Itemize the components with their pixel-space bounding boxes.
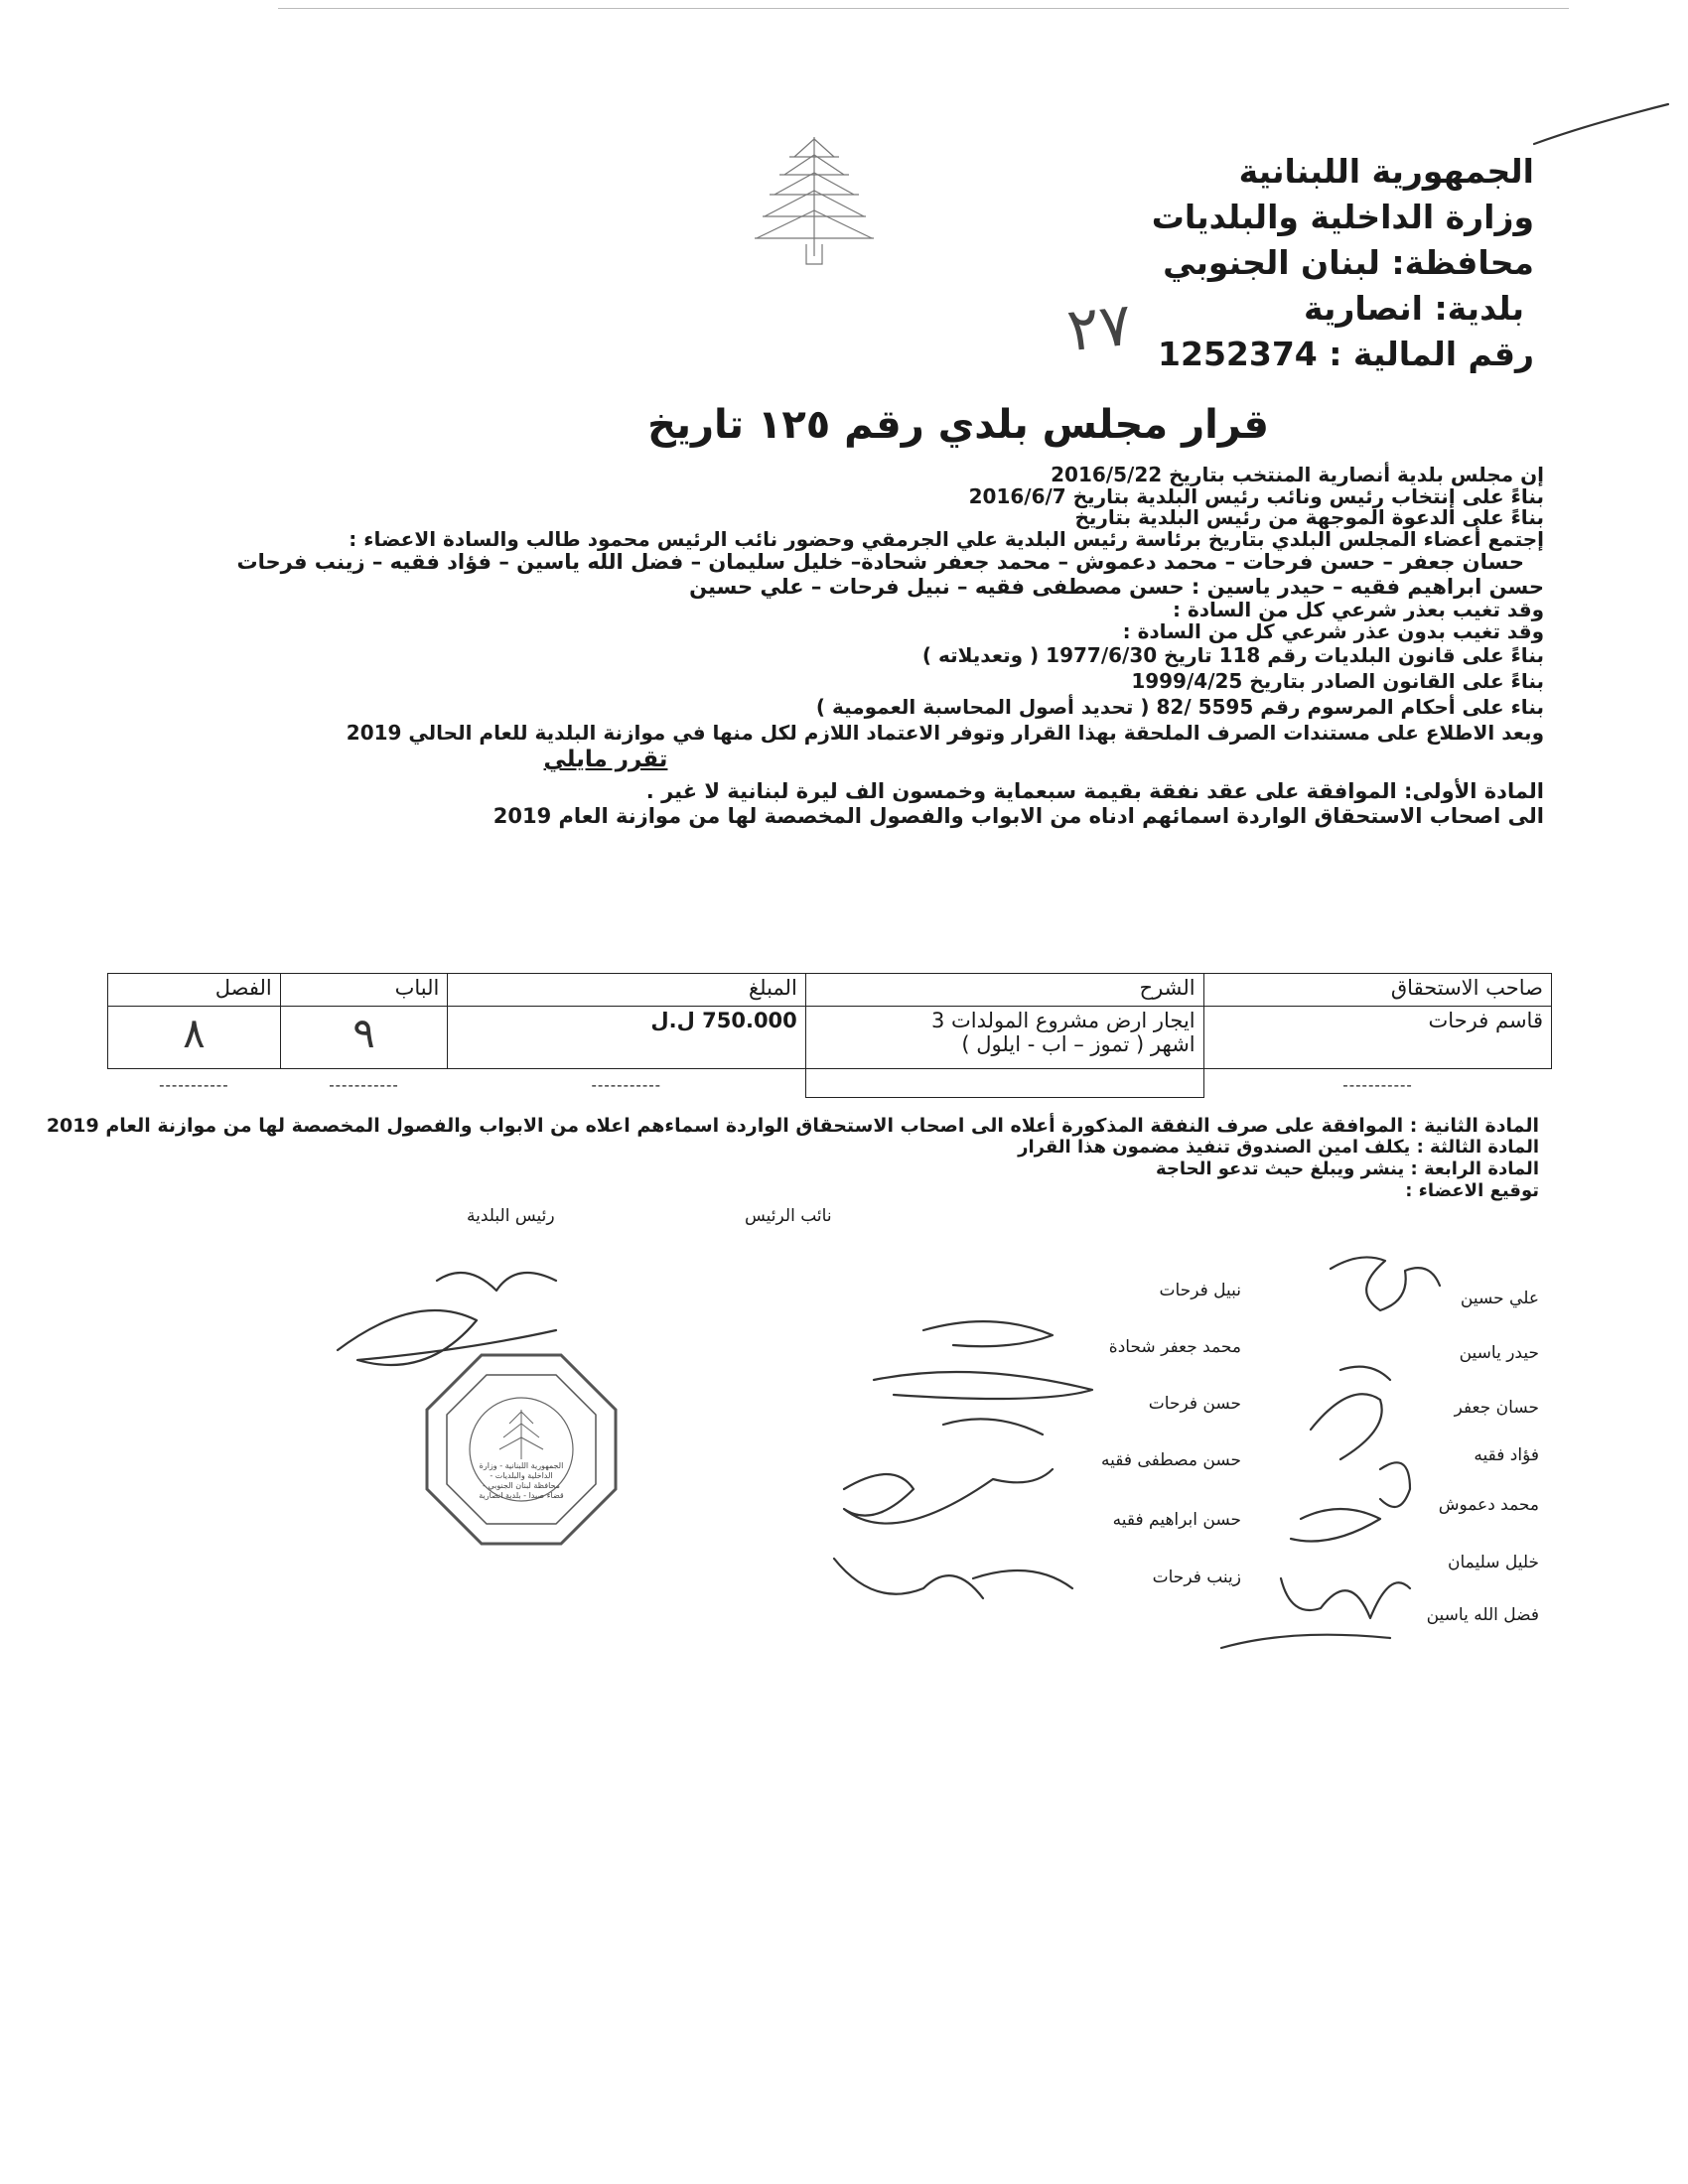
preamble-line: بناءً على قانون البلديات رقم 118 تاريخ 1977/6/30 ( وتعديلاته ): [921, 643, 1544, 667]
municipality-name: بلدية: انصارية: [1303, 289, 1524, 328]
decision-heading: تقرر مايلي: [543, 747, 668, 772]
total-cell: [108, 1069, 281, 1098]
preamble-line: وبعد الاطلاع على مستندات الصرف الملحقة بهذا القرار وتوفر الاعتماد اللازم لكل منها في موازنة البلدية للعام الحالي 2019: [346, 721, 1544, 745]
member-name: فؤاد فقيه: [1474, 1445, 1539, 1465]
member-name: حسن ابراهيم فقيه: [1112, 1510, 1241, 1530]
pen-stroke: [1529, 94, 1678, 154]
signatures-label: توقيع الاعضاء :: [1405, 1180, 1539, 1201]
scan-crease: [278, 8, 1569, 9]
member-name: فضل الله ياسين: [1426, 1605, 1539, 1625]
signature-mark: [874, 1372, 1092, 1399]
member-name: خليل سليمان: [1447, 1553, 1539, 1572]
signature-mark: [943, 1419, 1043, 1434]
member-name: حسن مصطفى فقيه: [1101, 1450, 1241, 1470]
signature-mark: [1281, 1578, 1410, 1618]
member-name: محمد دعموش: [1438, 1495, 1539, 1515]
finance-number: رقم المالية : 1252374: [1158, 335, 1534, 373]
signature-mark: [1331, 1257, 1440, 1310]
total-cell: [805, 1069, 1203, 1098]
stamp-octagon-icon: [422, 1350, 621, 1549]
total-cell: [1203, 1069, 1551, 1098]
president-label: رئيس البلدية: [467, 1206, 555, 1226]
decision-title: قرار مجلس بلدي رقم ١٢٥ تاريخ: [647, 402, 1269, 448]
signatures-handwriting: [0, 1231, 1688, 1688]
signature-mark: [834, 1559, 983, 1598]
preamble-line: بناءً على الدعوة الموجهة من رئيس البلدية بتاريخ: [1074, 505, 1544, 529]
member-name: حسن فرحات: [1148, 1394, 1241, 1414]
member-name: حسان جعفر: [1454, 1398, 1539, 1418]
preamble-line: وقد تغيب بدون عذر شرعي كل من السادة :: [1122, 618, 1544, 643]
col-bab: الباب: [280, 974, 448, 1007]
payee-name: قاسم فرحات: [1428, 1009, 1543, 1032]
col-description: الشرح: [805, 974, 1203, 1007]
preamble-line: إجتمع أعضاء المجلس البلدي بتاريخ برئاسة رئيس البلدية علي الجرمقي وحضور نائب الرئيس محمود طالب والسادة الاعضاء :: [349, 526, 1544, 551]
preamble-line: حسن ابراهيم فقيه – حيدر ياسين : حسن مصطفى فقيه – نبيل فرحات – علي حسين: [689, 575, 1544, 599]
dash-line: -----------: [159, 1076, 229, 1094]
fasl-cell: [108, 1007, 281, 1069]
signature-mark: [1221, 1635, 1390, 1648]
total-cell: [448, 1069, 805, 1098]
ministry-name: وزارة الداخلية والبلديات: [1151, 198, 1534, 236]
member-name: زينب فرحات: [1152, 1568, 1241, 1587]
expense-table: [107, 973, 1552, 1098]
preamble: [94, 465, 1544, 829]
table-total-row: [108, 1069, 1552, 1098]
republic-name: الجمهورية اللبنانية: [1238, 152, 1534, 191]
col-fasl: الفصل: [108, 974, 281, 1007]
signature-mark: [923, 1321, 1053, 1346]
dash-line: -----------: [1342, 1076, 1413, 1094]
article-3: المادة الثالثة : يكلف امين الصندوق تنفيذ مضمون هذا القرار: [1018, 1137, 1539, 1158]
stamp-text: الجمهورية اللبنانية - وزارة الداخلية والبلديات - محافظة لبنان الجنوبي - قضاء صيدا - بلدية انصارية: [479, 1461, 564, 1500]
dash-line: -----------: [329, 1076, 399, 1094]
preamble-line: بناءً على إنتخاب رئيس ونائب رئيس البلدية بتاريخ 2016/6/7: [968, 483, 1544, 508]
article-4: المادة الرابعة : ينشر ويبلغ حيث تدعو الحاجة: [1155, 1159, 1539, 1179]
article-2: المادة الثانية : الموافقة على صرف النفقة المذكورة أعلاه الى اصحاب الاستحقاق الواردة اسماءهم اعلاه من الابواب والفصول المخصصة لها من موازنة العام 2019: [46, 1115, 1539, 1137]
signature-mark: [437, 1273, 556, 1291]
col-amount: المبلغ: [448, 974, 805, 1007]
member-name: محمد جعفر شحادة: [1108, 1337, 1241, 1357]
signature-mark: [1311, 1394, 1382, 1459]
description-line: اشهر ( تموز – اب - ايلول ): [961, 1032, 1196, 1056]
bab-cell: [280, 1007, 448, 1069]
signature-mark: [1380, 1462, 1410, 1507]
signature-mark: [844, 1469, 1053, 1524]
governorate-name: محافظة: لبنان الجنوبي: [1163, 243, 1534, 282]
preamble-line: إن مجلس بلدية أنصارية المنتخب بتاريخ 2016/5/22: [1051, 463, 1544, 486]
preamble-line: وقد تغيب بعذر شرعي كل من السادة :: [1173, 598, 1544, 621]
preamble-line: حسان جعفر – حسن فرحات – محمد دعموش – محمد جعفر شحادة– خليل سليمان – فضل الله ياسين – فؤاد فقيه – زينب فرحات: [236, 550, 1524, 574]
member-name: نبيل فرحات: [1159, 1281, 1241, 1300]
table-row: [108, 1007, 1552, 1069]
signature-mark: [1291, 1509, 1380, 1542]
description-line: ايجار ارض مشروع المولدات 3: [930, 1009, 1196, 1032]
member-name: حيدر ياسين: [1459, 1343, 1539, 1363]
article-1-cont: الى اصحاب الاستحقاق الواردة اسمائهم ادناه من الابواب والفصول المخصصة لها من موازنة العام 2019: [492, 803, 1544, 828]
signature-mark: [1340, 1367, 1390, 1380]
preamble-line: بناء على أحكام المرسوم رقم 5595 /82 ( تحديد أصول المحاسبة العمومية ): [815, 695, 1544, 719]
handwritten-number: ٢٧: [1063, 289, 1135, 366]
payee-cell: [1203, 1007, 1551, 1069]
official-stamp: [422, 1350, 621, 1549]
bab-value: ٩: [352, 1009, 375, 1057]
vice-president-label: نائب الرئيس: [745, 1206, 832, 1226]
dash-line: -----------: [591, 1076, 662, 1094]
member-name: علي حسين: [1460, 1289, 1539, 1308]
description-cell: [805, 1007, 1203, 1069]
col-payee: صاحب الاستحقاق: [1203, 974, 1551, 1007]
article-1: المادة الأولى: الموافقة على عقد نفقة بقيمة سبعماية وخمسون الف ليرة لبنانية لا غير .: [645, 778, 1544, 803]
total-cell: [280, 1069, 448, 1098]
preamble-line: بناءً على القانون الصادر بتاريخ 1999/4/25: [1131, 669, 1544, 693]
amount-value: 750.000 ل.ل: [650, 1009, 797, 1032]
table-header-row: [108, 974, 1552, 1007]
fasl-value: ٨: [183, 1009, 206, 1057]
articles-block: [46, 1115, 1539, 1202]
amount-cell: [448, 1007, 805, 1069]
signature-mark: [973, 1570, 1072, 1588]
letterhead: [839, 149, 1534, 377]
